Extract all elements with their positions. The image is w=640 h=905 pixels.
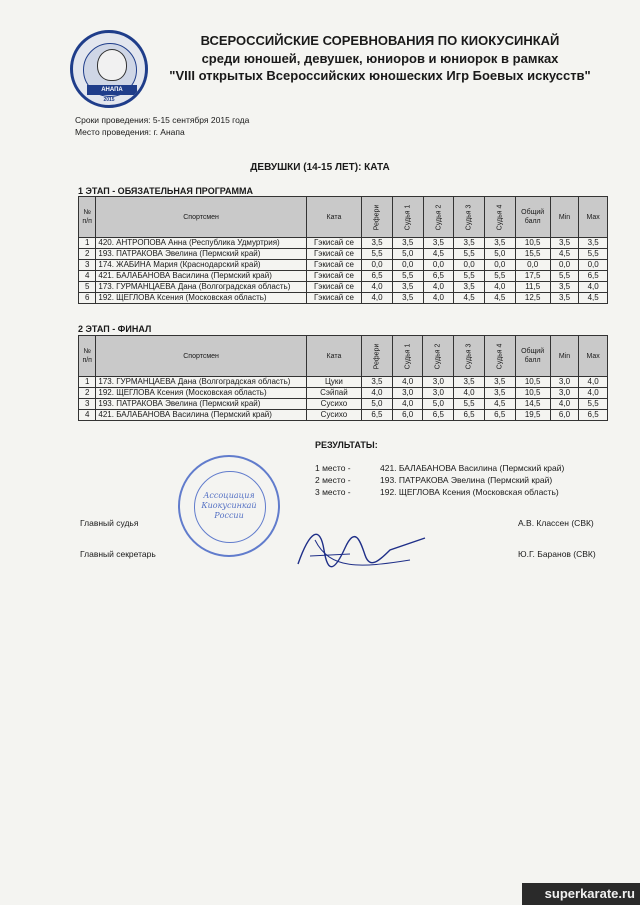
score-cell: 4,5	[579, 293, 608, 304]
score-cell: 6,5	[362, 271, 393, 282]
score-cell: 5,0	[423, 399, 454, 410]
score-cell: 15,5	[515, 249, 550, 260]
score-cell: 4,0	[550, 399, 579, 410]
col-judge2: Судья 2	[434, 343, 442, 369]
table-row	[79, 260, 608, 271]
col-max: Max	[579, 197, 608, 238]
col-max: Max	[579, 336, 608, 377]
athlete-cell: 192. ЩЕГЛОВА Ксения (Московская область)	[96, 388, 306, 399]
kata-cell: Гэкисай се	[306, 260, 361, 271]
score-cell: 10,5	[515, 377, 550, 388]
col-judge4: Судья 4	[496, 204, 504, 230]
score-cell: 4,0	[362, 388, 393, 399]
table-row	[79, 282, 608, 293]
score-cell: 4,5	[550, 249, 579, 260]
score-cell: 3,0	[550, 377, 579, 388]
score-cell: 4,0	[423, 293, 454, 304]
score-cell: 3,5	[550, 238, 579, 249]
score-cell: 4,0	[392, 377, 423, 388]
score-cell: 4,0	[362, 282, 393, 293]
row-num: 5	[79, 282, 96, 293]
score-cell: 17,5	[515, 271, 550, 282]
score-cell: 5,0	[392, 249, 423, 260]
event-dates: Сроки проведения: 5-15 сентября 2015 года	[75, 115, 250, 125]
result-name-3: 192. ЩЕГЛОВА Ксения (Московская область)	[380, 487, 559, 497]
row-num: 1	[79, 238, 96, 249]
score-cell: 4,5	[484, 399, 515, 410]
kata-cell: Гэкисай се	[306, 293, 361, 304]
score-cell: 5,0	[484, 249, 515, 260]
row-num: 1	[79, 377, 96, 388]
chief-judge-name: А.В. Классен (СВК)	[518, 518, 594, 528]
score-cell: 6,5	[579, 410, 608, 421]
score-cell: 0,0	[484, 260, 515, 271]
stamp-line1: Ассоциация	[203, 491, 255, 500]
row-num: 4	[79, 271, 96, 282]
col-min: Min	[550, 336, 579, 377]
score-cell: 3,5	[579, 238, 608, 249]
kata-cell: Сусихо	[306, 399, 361, 410]
category-title: ДЕВУШКИ (14-15 ЛЕТ): КАТА	[250, 162, 390, 173]
score-cell: 3,0	[423, 377, 454, 388]
score-cell: 12,5	[515, 293, 550, 304]
score-cell: 10,5	[515, 388, 550, 399]
score-cell: 3,5	[392, 293, 423, 304]
score-cell: 3,5	[362, 238, 393, 249]
score-cell: 5,5	[579, 399, 608, 410]
row-num: 2	[79, 249, 96, 260]
row-num: 2	[79, 388, 96, 399]
score-cell: 0,0	[454, 260, 485, 271]
col-judge1: Судья 1	[404, 204, 412, 230]
score-cell: 3,5	[454, 238, 485, 249]
header-title: ВСЕРОССИЙСКИЕ СОРЕВНОВАНИЯ ПО КИОКУСИНКАЙ	[200, 33, 560, 48]
score-cell: 5,5	[484, 271, 515, 282]
athlete-cell: 420. АНТРОПОВА Анна (Республика Удмуртрия)	[96, 238, 306, 249]
col-min: Min	[550, 197, 579, 238]
athlete-cell: 173. ГУРМАНЦАЕВА Дана (Волгоградская область)	[96, 282, 306, 293]
score-cell: 4,5	[484, 293, 515, 304]
stage1-table	[78, 196, 608, 304]
score-cell: 5,5	[454, 399, 485, 410]
score-cell: 3,5	[484, 377, 515, 388]
athlete-cell: 421. БАЛАБАНОВА Василина (Пермский край)	[96, 271, 306, 282]
logo-year: 2015	[103, 97, 115, 103]
athlete-cell: 174. ЖАБИНА Мария (Краснодарский край)	[96, 260, 306, 271]
score-cell: 5,5	[454, 249, 485, 260]
score-cell: 5,5	[579, 249, 608, 260]
kata-cell: Гэкисай се	[306, 249, 361, 260]
score-cell: 0,0	[392, 260, 423, 271]
col-num: № п/п	[79, 336, 96, 377]
kata-cell: Сусихо	[306, 410, 361, 421]
table-row	[79, 293, 608, 304]
watermark: superkarate.ru	[522, 883, 640, 905]
header-subtitle: среди юношей, девушек, юниоров и юниорок в рамках	[201, 51, 559, 66]
score-cell: 4,0	[362, 293, 393, 304]
chief-judge-role: Главный судья	[80, 518, 139, 528]
score-cell: 4,0	[579, 388, 608, 399]
row-num: 6	[79, 293, 96, 304]
score-cell: 3,5	[550, 293, 579, 304]
score-cell: 11,5	[515, 282, 550, 293]
header-event: "VIII открытых Всероссийских юношеских Игр Боевых искусств"	[169, 68, 591, 83]
row-num: 4	[79, 410, 96, 421]
col-athlete: Спортсмен	[96, 336, 306, 377]
event-place: Место проведения: г. Анапа	[75, 127, 185, 137]
score-cell: 4,0	[579, 282, 608, 293]
score-cell: 0,0	[362, 260, 393, 271]
score-cell: 4,0	[454, 388, 485, 399]
kata-cell: Гэкисай се	[306, 282, 361, 293]
score-cell: 4,0	[579, 377, 608, 388]
result-place-2: 2 место -	[315, 475, 351, 485]
association-stamp	[178, 455, 280, 557]
athlete-cell: 193. ПАТРАКОВА Эвелина (Пермский край)	[96, 399, 306, 410]
score-cell: 6,5	[423, 271, 454, 282]
score-cell: 3,5	[484, 238, 515, 249]
kata-cell: Сэйпай	[306, 388, 361, 399]
score-cell: 4,0	[423, 282, 454, 293]
row-num: 3	[79, 399, 96, 410]
score-cell: 6,5	[484, 410, 515, 421]
signature	[290, 520, 430, 575]
score-cell: 5,0	[362, 399, 393, 410]
score-cell: 3,5	[484, 388, 515, 399]
chief-secretary-name: Ю.Г. Баранов (СВК)	[518, 549, 596, 559]
score-cell: 4,5	[454, 293, 485, 304]
score-cell: 19,5	[515, 410, 550, 421]
result-place-3: 3 место -	[315, 487, 351, 497]
score-cell: 3,5	[362, 377, 393, 388]
score-cell: 0,0	[550, 260, 579, 271]
score-cell: 14,5	[515, 399, 550, 410]
col-judge4: Судья 4	[496, 343, 504, 369]
score-cell: 5,5	[392, 271, 423, 282]
table-row	[79, 388, 608, 399]
score-cell: 3,0	[423, 388, 454, 399]
table-row	[79, 410, 608, 421]
col-athlete: Спортсмен	[96, 197, 306, 238]
result-place-1: 1 место -	[315, 463, 351, 473]
athlete-cell: 173. ГУРМАНЦАЕВА Дана (Волгоградская область)	[96, 377, 306, 388]
table-row	[79, 377, 608, 388]
table-row	[79, 271, 608, 282]
stage2-table	[78, 335, 608, 421]
score-cell: 10,5	[515, 238, 550, 249]
kata-cell: Цуки	[306, 377, 361, 388]
table-row	[79, 249, 608, 260]
score-cell: 3,5	[454, 282, 485, 293]
event-logo	[70, 30, 148, 108]
col-kata: Ката	[306, 336, 361, 377]
score-cell: 0,0	[423, 260, 454, 271]
col-referee: Рефери	[373, 204, 381, 230]
score-cell: 3,5	[423, 238, 454, 249]
score-cell: 4,0	[392, 399, 423, 410]
score-cell: 6,5	[454, 410, 485, 421]
chief-secretary-role: Главный секретарь	[80, 549, 156, 559]
score-cell: 0,0	[579, 260, 608, 271]
score-cell: 5,5	[550, 271, 579, 282]
stamp-line2: Киокусинкай	[201, 501, 257, 510]
score-cell: 5,5	[454, 271, 485, 282]
col-referee: Рефери	[373, 343, 381, 369]
stage1-title: 1 ЭТАП - ОБЯЗАТЕЛЬНАЯ ПРОГРАММА	[78, 186, 254, 196]
kata-cell: Гэкисай се	[306, 238, 361, 249]
table-row	[79, 238, 608, 249]
score-cell: 4,0	[484, 282, 515, 293]
kata-cell: Гэкисай се	[306, 271, 361, 282]
score-cell: 3,0	[550, 388, 579, 399]
score-cell: 6,0	[550, 410, 579, 421]
col-num: № п/п	[79, 197, 96, 238]
logo-band: АНАПА	[87, 85, 137, 95]
score-cell: 4,5	[423, 249, 454, 260]
score-cell: 6,5	[362, 410, 393, 421]
col-judge3: Судья 3	[465, 204, 473, 230]
col-total: Общий балл	[515, 197, 550, 238]
result-name-1: 421. БАЛАБАНОВА Василина (Пермский край)	[380, 463, 565, 473]
score-cell: 3,5	[392, 282, 423, 293]
stamp-line3: России	[214, 511, 244, 520]
results-title: РЕЗУЛЬТАТЫ:	[315, 440, 378, 450]
score-cell: 6,5	[423, 410, 454, 421]
athlete-cell: 192. ЩЕГЛОВА Ксения (Московская область)	[96, 293, 306, 304]
score-cell: 6,5	[579, 271, 608, 282]
table-row	[79, 399, 608, 410]
score-cell: 3,5	[550, 282, 579, 293]
score-cell: 6,0	[392, 410, 423, 421]
col-judge3: Судья 3	[465, 343, 473, 369]
athlete-cell: 421. БАЛАБАНОВА Василина (Пермский край)	[96, 410, 306, 421]
score-cell: 3,5	[392, 238, 423, 249]
result-name-2: 193. ПАТРАКОВА Эвелина (Пермский край)	[380, 475, 553, 485]
col-judge2: Судья 2	[434, 204, 442, 230]
score-cell: 3,5	[454, 377, 485, 388]
athlete-cell: 193. ПАТРАКОВА Эвелина (Пермский край)	[96, 249, 306, 260]
score-cell: 3,0	[392, 388, 423, 399]
row-num: 3	[79, 260, 96, 271]
col-judge1: Судья 1	[404, 343, 412, 369]
score-cell: 5,5	[362, 249, 393, 260]
stage2-title: 2 ЭТАП - ФИНАЛ	[78, 324, 152, 334]
col-kata: Ката	[306, 197, 361, 238]
score-cell: 0,0	[515, 260, 550, 271]
col-total: Общий балл	[515, 336, 550, 377]
